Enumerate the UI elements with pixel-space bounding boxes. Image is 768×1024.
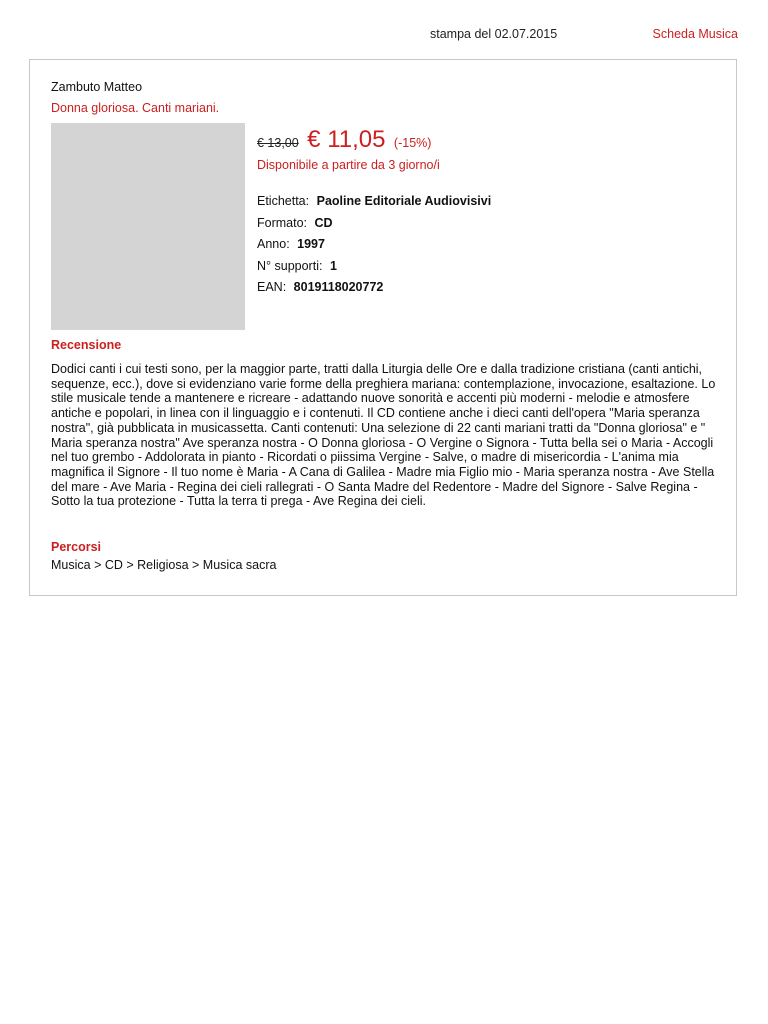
- detail-value: Paoline Editoriale Audiovisivi: [316, 194, 492, 208]
- detail-value: 1997: [297, 237, 325, 251]
- detail-value: 8019118020772: [293, 280, 384, 294]
- sheet-type-label: Scheda Musica: [652, 27, 738, 41]
- detail-value: CD: [314, 215, 333, 230]
- detail-value: 1: [329, 258, 337, 273]
- product-details: [257, 194, 491, 302]
- category-path: Musica > CD > Religiosa > Musica sacra: [51, 558, 277, 572]
- discount-badge: (-15%): [393, 136, 432, 150]
- print-date: stampa del 02.07.2015: [430, 27, 558, 41]
- detail-label: N° supporti:: [257, 258, 323, 273]
- detail-label: EAN:: [257, 280, 287, 294]
- availability-status: Disponibile a partire da 3 giorno/i: [257, 158, 440, 172]
- detail-label: Etichetta:: [257, 194, 310, 208]
- review-heading: Recensione: [51, 338, 122, 352]
- detail-row-ean: [257, 280, 491, 302]
- detail-row-supports: [257, 259, 491, 281]
- new-price: € 11,05: [307, 126, 386, 153]
- price-row: [257, 126, 431, 154]
- paths-heading: Percorsi: [51, 540, 102, 554]
- review-text: Dodici canti i cui testi sono, per la maggior parte, tratti dalla Liturgia delle Ore e dalla tradizione cristiana (canti antichi, sequenze, ecc.), dove si evidenziano varie forme della preghiera mariana: contemplazione, invocazione, esaltazione. Lo stile musicale tende a mantenere e ricreare - adattando nuove sonorità e accenti più moderni - melodie e atmosfere antiche e popolari, in linea con il linguaggio e i contenuti. Il CD contiene anche i dieci canti dell'opera "Maria speranza nostra", già pubblicata in musicassetta. Canti contenuti: Una selezione di 22 canti mariani tratti da "Donna gloriosa" e " Maria speranza nostra" Ave speranza nostra - O Donna gloriosa - O Vergine o Signora - Tutta bella sei o Maria - Accogli nel tuo grembo - Addolorata in pianto - Ricordati o piissima Vergine - Salve, o madre di misericordia - L'anima mia magnifica il Signore - Il tuo nome è Maria - A Cana di Galilea - Madre mia Figlio mio - Maria speranza nostra - Ave Stella del mare - Ave Maria - Regina dei cieli rallegrati - O Santa Madre del Redentore - Madre del Signore - Salve Regina - Sotto la tua protezione - Tutta la terra ti prega - Ave Regina dei cieli.: [51, 362, 716, 509]
- product-title: Donna gloriosa. Canti mariani.: [51, 101, 220, 115]
- author-name: Zambuto Matteo: [51, 80, 143, 94]
- cover-image-placeholder: [51, 123, 245, 330]
- detail-row-format: [257, 216, 491, 238]
- detail-label: Anno:: [257, 237, 290, 251]
- detail-row-year: [257, 237, 491, 259]
- old-price: € 13,00: [257, 136, 299, 150]
- product-card: [29, 59, 737, 596]
- detail-label: Formato:: [257, 215, 308, 230]
- detail-row-label: [257, 194, 491, 216]
